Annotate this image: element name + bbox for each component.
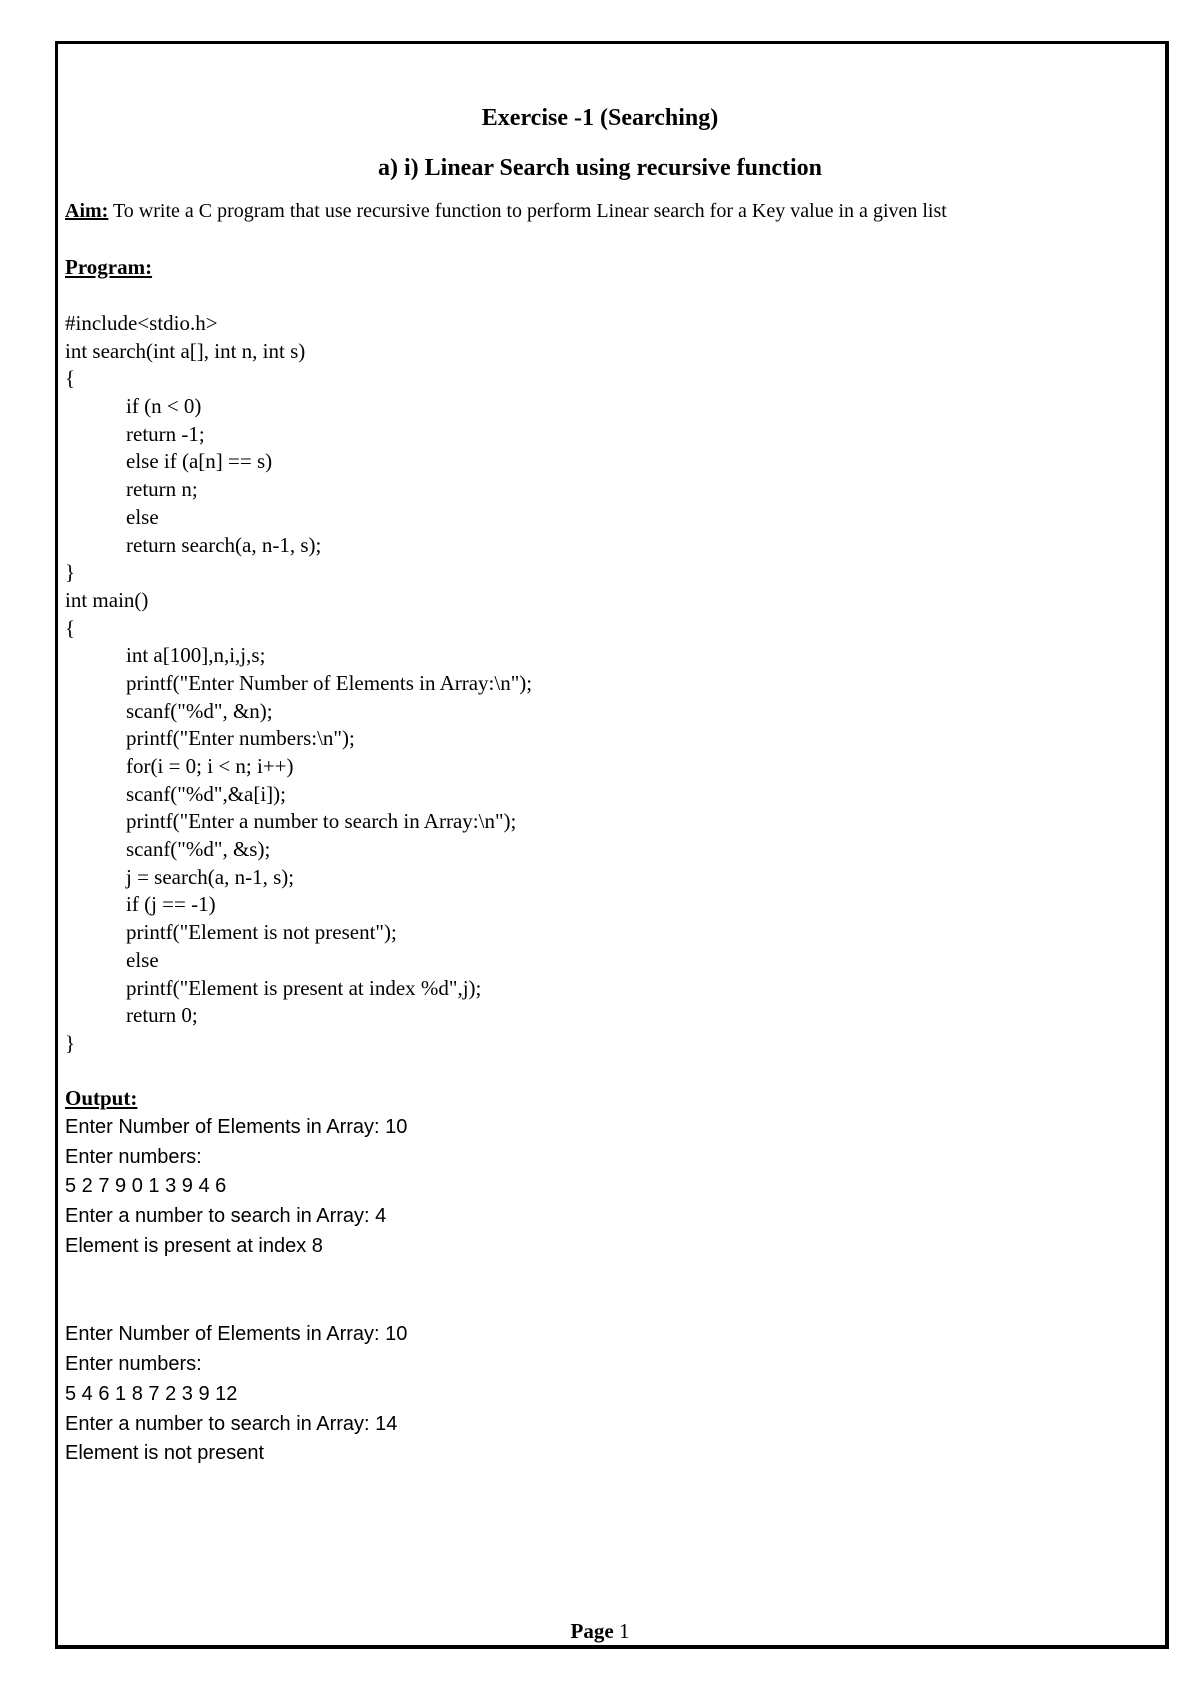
- code-line: else: [126, 504, 159, 529]
- code-line: if (j == -1): [126, 892, 216, 917]
- code-line: int a[100],n,i,j,s;: [126, 643, 266, 668]
- code-line: scanf("%d", &s);: [126, 837, 271, 862]
- output-line: Enter numbers:: [65, 1353, 202, 1376]
- output-line: Enter Number of Elements in Array: 10: [65, 1116, 408, 1138]
- code-line: printf("Enter numbers:\n");: [126, 726, 355, 751]
- output-heading: Output:: [65, 1086, 138, 1110]
- code-line: {: [65, 615, 76, 640]
- page-label: Page: [570, 1619, 614, 1643]
- code-line: {: [65, 366, 76, 391]
- code-line: int search(int a[], int n, int s): [65, 338, 306, 363]
- page-footer: [0, 1619, 1200, 1644]
- output-line: 5 2 7 9 0 1 3 9 4 6: [65, 1175, 227, 1198]
- code-line: printf("Enter Number of Elements in Array:\n");: [126, 670, 533, 695]
- aim-label: Aim:: [65, 200, 109, 222]
- output-line: Enter a number to search in Array: 14: [65, 1412, 398, 1435]
- program-heading: Program:: [65, 255, 153, 279]
- code-line: return n;: [126, 477, 198, 502]
- output-line: Element is present at index 8: [65, 1234, 323, 1257]
- code-line: else: [126, 947, 159, 972]
- aim-statement: [65, 200, 947, 223]
- code-line: printf("Enter a number to search in Array:\n");: [126, 809, 517, 834]
- code-block: [65, 310, 532, 1058]
- output-line: Enter numbers:: [65, 1145, 202, 1168]
- output-line: Enter Number of Elements in Array: 10: [65, 1323, 408, 1346]
- code-line: printf("Element is not present");: [126, 920, 397, 945]
- code-line: if (n < 0): [126, 394, 202, 419]
- output-line: 5 4 6 1 8 7 2 3 9 12: [65, 1382, 238, 1405]
- output-block: [65, 1113, 407, 1469]
- code-line: return -1;: [126, 421, 205, 446]
- code-line: for(i = 0; i < n; i++): [126, 754, 294, 778]
- code-line: }: [65, 560, 76, 585]
- code-line: printf("Element is present at index %d",j);: [126, 975, 482, 1000]
- page-subtitle: a) i) Linear Search using recursive function: [378, 155, 822, 181]
- code-line: scanf("%d",&a[i]);: [126, 781, 286, 806]
- code-line: #include<stdio.h>: [65, 311, 218, 335]
- aim-text: To write a C program that use recursive function to perform Linear search for a Key value in a given list: [108, 200, 947, 222]
- output-spacer: [65, 1261, 407, 1320]
- code-line: return search(a, n-1, s);: [126, 532, 322, 557]
- output-line: Element is not present: [65, 1442, 264, 1465]
- page-title: Exercise -1 (Searching): [481, 105, 719, 131]
- code-line: else if (a[n] == s): [126, 449, 273, 474]
- code-line: }: [65, 1030, 76, 1055]
- code-line: int main(): [65, 587, 149, 612]
- code-line: j = search(a, n-1, s);: [126, 864, 295, 889]
- code-line: return 0;: [126, 1003, 198, 1028]
- page-number: 1: [618, 1619, 630, 1643]
- output-line: Enter a number to search in Array: 4: [65, 1205, 387, 1228]
- code-line: scanf("%d", &n);: [126, 698, 273, 723]
